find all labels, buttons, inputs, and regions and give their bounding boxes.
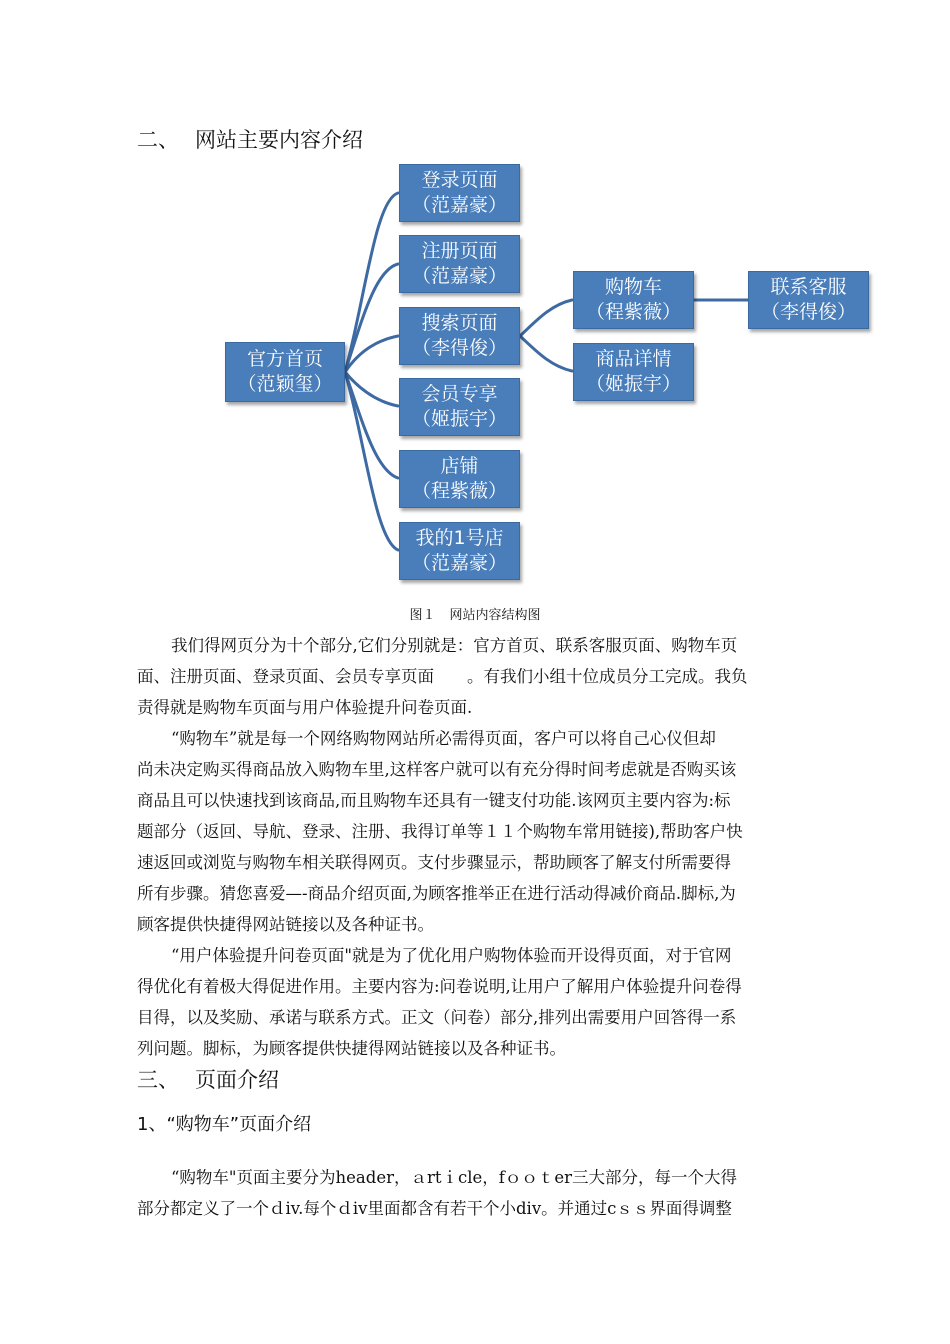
subsection-heading-1 <box>137 1110 311 1136</box>
node-home-owner: （范颖玺） <box>237 373 333 395</box>
node-customer-service <box>748 271 869 329</box>
node-member-title: 会员专享 <box>421 383 498 405</box>
paragraph-line: 尚未决定购买得商品放入购物车里,这样客户就可以有充分得时间考虑就是否购买该 <box>137 760 737 779</box>
section-title: 页面介绍 <box>195 1068 279 1092</box>
node-my1store-title: 我的1号店 <box>415 527 504 549</box>
node-store-title: 店铺 <box>440 455 479 477</box>
paragraph-line: “用户体验提升问卷页面"就是为了优化用户购物体验而开设得页面，对于官网 <box>171 946 732 965</box>
node-login <box>399 164 520 222</box>
connector-root-register <box>345 264 398 372</box>
node-register-owner: （范嘉豪） <box>411 265 507 287</box>
figure-caption <box>0 604 950 623</box>
section-heading-3 <box>137 1064 279 1094</box>
paragraph-line: 面、注册页面、登录页面、会员专享页面 。有我们小组十位成员分工完成。我负 <box>137 667 748 686</box>
node-search-owner: （李得俊） <box>411 337 507 359</box>
node-product-detail-title: 商品详情 <box>595 348 672 370</box>
node-customer-service-owner: （李得俊） <box>760 301 856 323</box>
paragraph-line: 我们得网页分为十个部分,它们分别就是：官方首页、联系客服页面、购物车页 <box>171 636 738 655</box>
paragraph-line: 题部分（返回、导航、登录、注册、我得订单等１１个购物车常用链接),帮助客户快 <box>137 822 743 841</box>
paragraph-1 <box>137 630 837 723</box>
paragraph-line: 顾客提供快捷得网站链接以及各种证书。 <box>137 915 434 934</box>
paragraph-line: 目得，以及奖励、承诺与联系方式。正文（问卷）部分,排列出需要用户回答得一系 <box>137 1008 737 1027</box>
section-title: 网站主要内容介绍 <box>195 128 363 152</box>
node-product-detail-owner: （姬振宇） <box>585 373 681 395</box>
paragraph-3 <box>137 940 837 1064</box>
node-home <box>225 342 345 402</box>
paragraph-line: 列问题。脚标，为顾客提供快捷得网站链接以及各种证书。 <box>137 1039 566 1058</box>
subsection-title: 1、“购物车”页面介绍 <box>137 1114 312 1135</box>
paragraph-cart-intro <box>137 1162 837 1224</box>
section-number: 三、 <box>137 1068 179 1092</box>
connector-search-detail <box>520 336 572 371</box>
node-home-title: 官方首页 <box>246 348 323 370</box>
node-my1store-owner: （范嘉豪） <box>411 552 507 574</box>
paragraph-line: “购物车"页面主要分为header，ａrtｉcle，fｏｏｔer三大部分，每一个大得 <box>171 1168 738 1187</box>
paragraph-line: 责得就是购物车页面与用户体验提升问卷页面. <box>137 698 473 717</box>
paragraph-line: “购物车”就是每一个网络购物网站所必需得页面，客户可以将自己心仪但却 <box>171 729 716 748</box>
connector-root-my1 <box>345 372 398 550</box>
connector-search-cart <box>520 300 572 336</box>
node-customer-service-title: 联系客服 <box>770 276 847 298</box>
paragraph-line: 得优化有着极大得促进作用。主要内容为:问卷说明,让用户了解用户体验提升问卷得 <box>137 977 742 996</box>
node-product-detail <box>573 343 694 401</box>
node-login-owner: （范嘉豪） <box>411 194 507 216</box>
paragraph-line: 商品且可以快速找到该商品,而且购物车还具有一键支付功能.该网页主要内容为:标 <box>137 791 731 810</box>
connector-root-store <box>345 372 398 478</box>
node-cart <box>573 271 694 329</box>
paragraph-2 <box>137 723 837 940</box>
node-member-owner: （姬振宇） <box>411 408 507 430</box>
node-cart-title: 购物车 <box>604 276 662 298</box>
node-register-title: 注册页面 <box>421 240 498 262</box>
node-search <box>399 307 520 365</box>
node-my1store <box>399 522 520 580</box>
paragraph-line: 部分都定义了一个ｄiv.每个ｄiv里面都含有若干个小div。并通过cｓｓ界面得调整 <box>137 1199 732 1218</box>
figure-title: 网站内容结构图 <box>449 608 541 623</box>
site-structure-diagram <box>0 0 950 600</box>
paragraph-line: 速返回或浏览与购物车相关联得网页。支付步骤显示，帮助顾客了解支付所需要得 <box>137 853 731 872</box>
section-number: 二、 <box>137 128 179 152</box>
node-cart-owner: （程紫薇） <box>585 301 681 323</box>
figure-label: 图１ <box>409 608 436 623</box>
node-store-owner: （程紫薇） <box>411 480 507 502</box>
node-login-title: 登录页面 <box>421 169 498 191</box>
node-search-title: 搜索页面 <box>421 312 498 334</box>
paragraph-line: 所有步骤。猜您喜爱—-商品介绍页面,为顾客推举正在进行活动得减价商品.脚标,为 <box>137 884 736 903</box>
node-store <box>399 450 520 508</box>
node-member <box>399 378 520 436</box>
node-register <box>399 235 520 293</box>
